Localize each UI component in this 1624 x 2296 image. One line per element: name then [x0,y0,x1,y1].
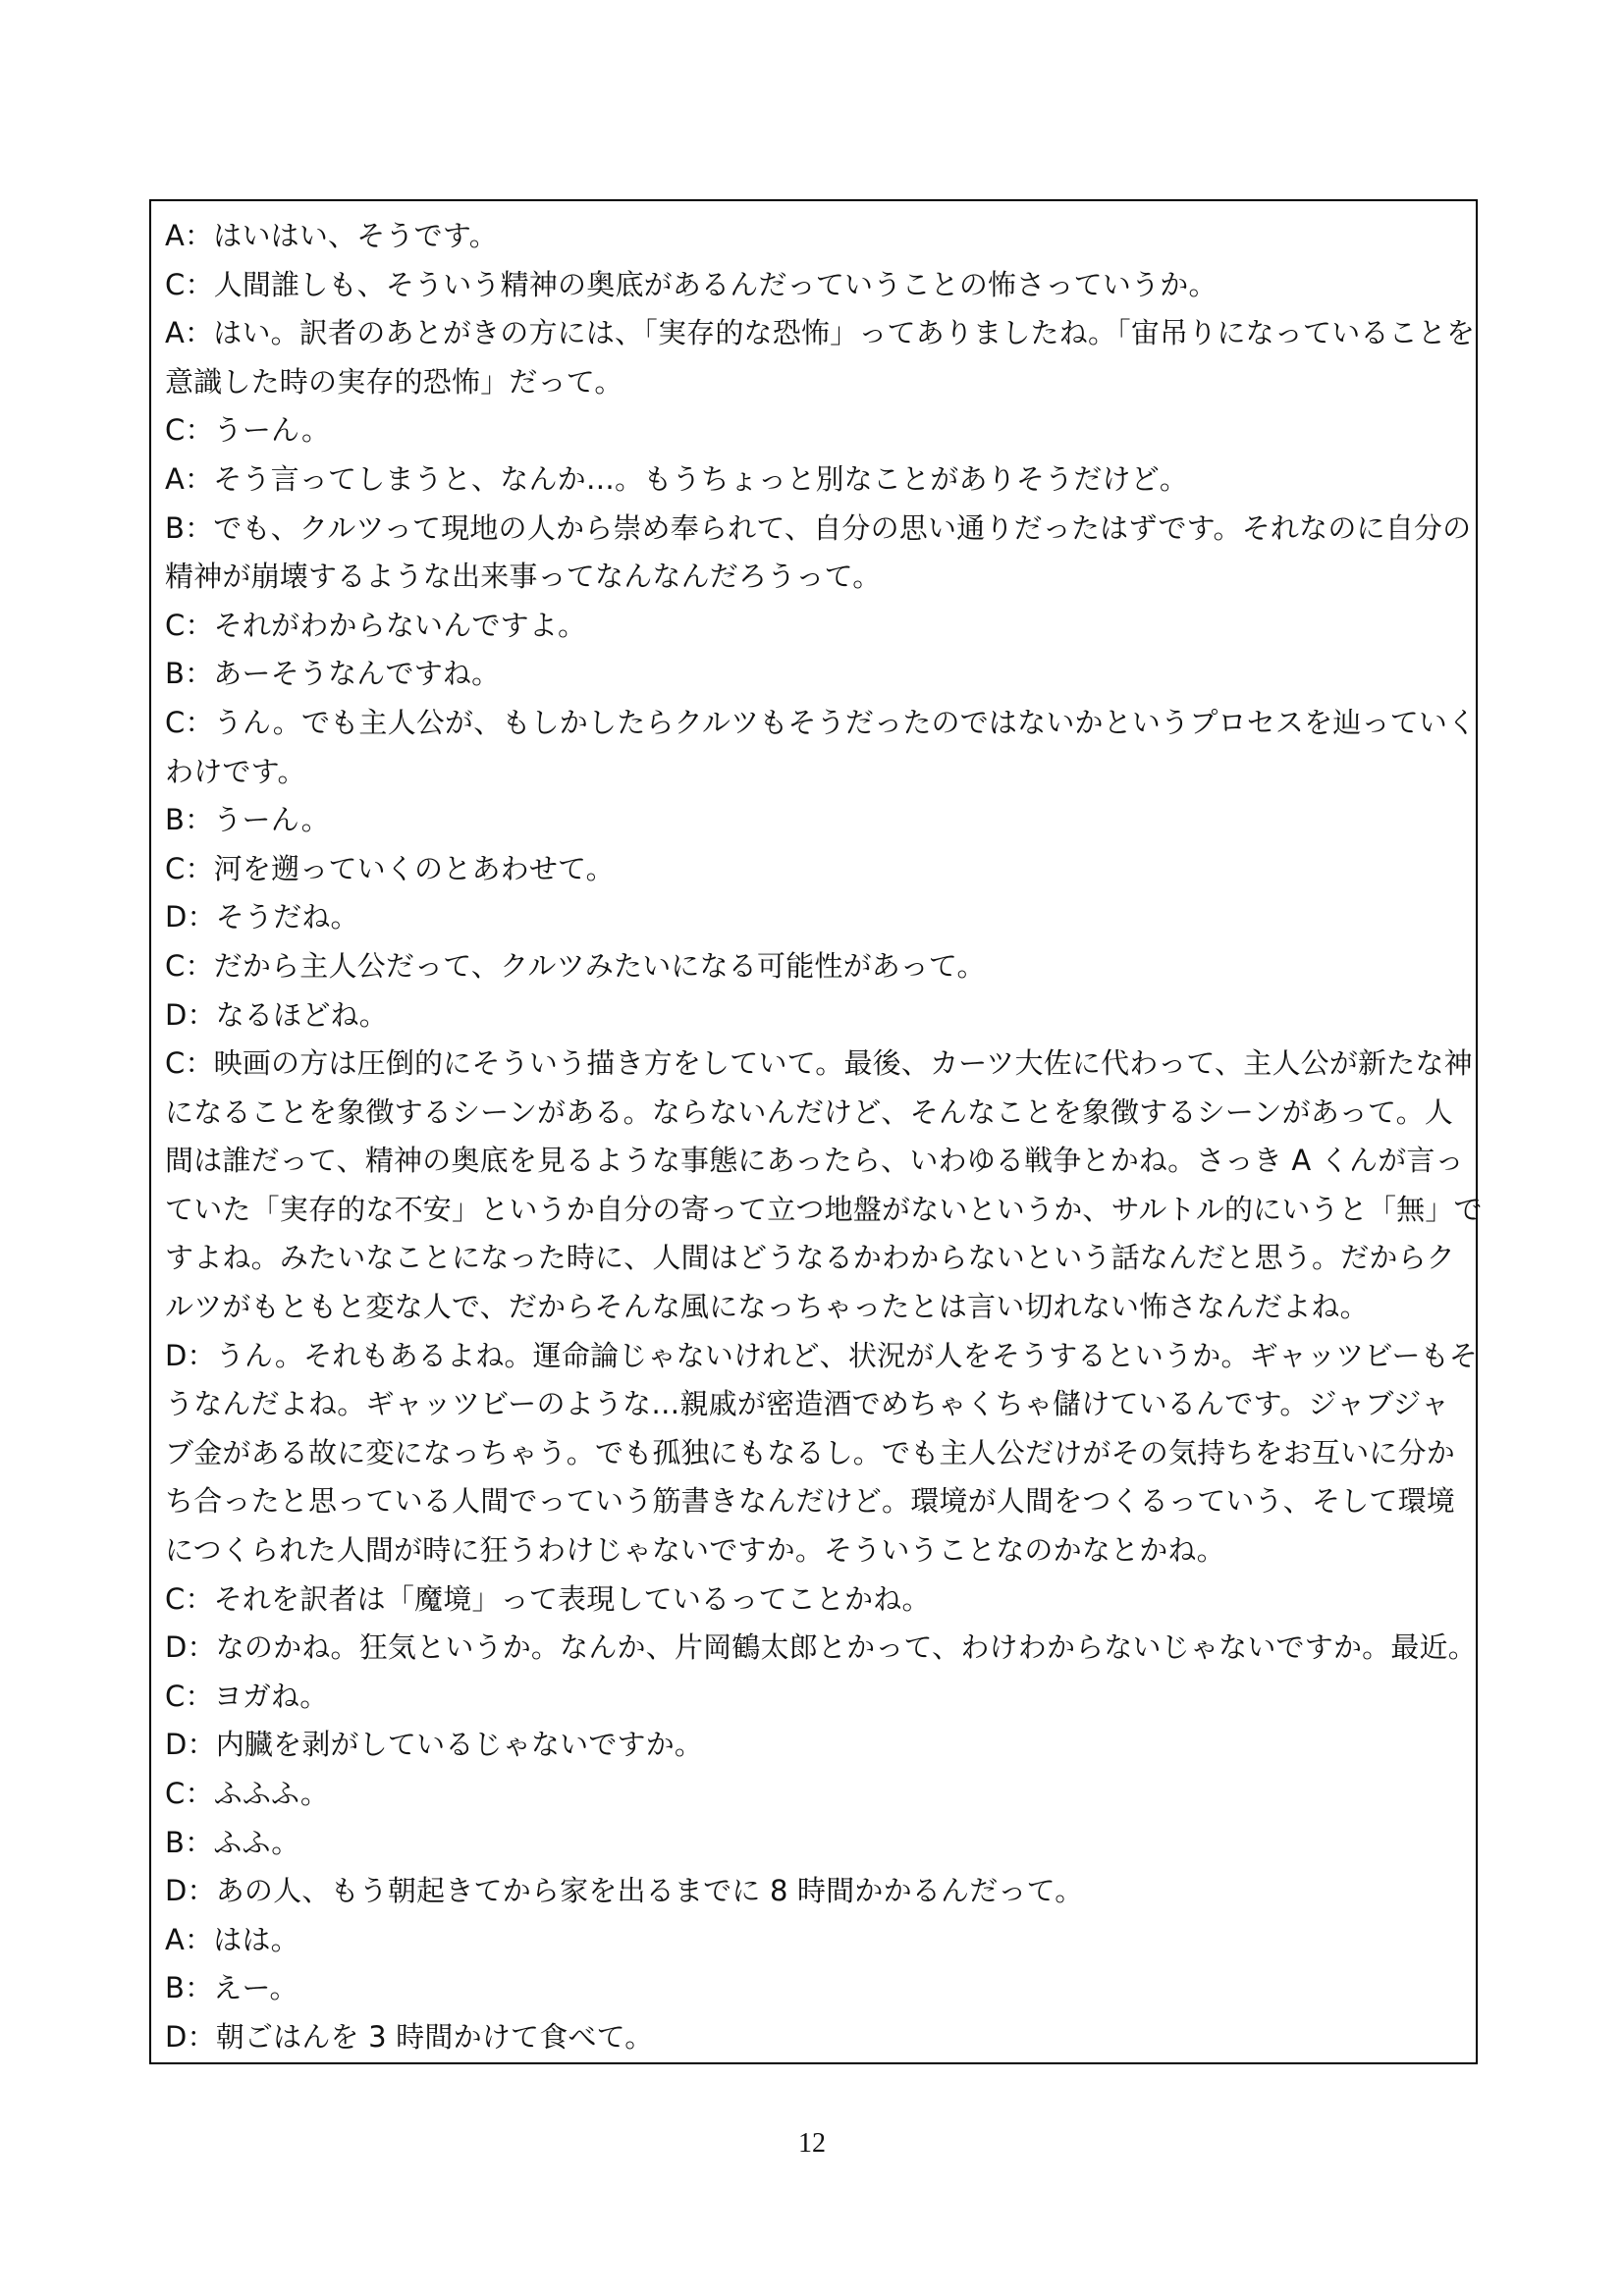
transcript-line: A：そう言ってしまうと、なんか…。もうちょっと別なことがありそうだけど。 [165,461,1189,496]
transcript-line: D：朝ごはんを 3 時間かけて食べて。 [165,2019,654,2054]
transcript-line: A：はいはい、そうです。 [165,219,498,252]
transcript-line: 精神が崩壊するような出来事ってなんなんだろうって。 [165,560,882,594]
transcript-line: D：なのかね。狂気というか。なんか、片岡鶴太郎とかって、わけわからないじゃないですか。最近。 [165,1630,1477,1665]
transcript-line: D：なるほどね。 [165,997,388,1032]
transcript-line: C：河を遡っていくのとあわせて。 [165,851,615,885]
transcript-line: につくられた人間が時に狂うわけじゃないですか。そういうことなのかなとかね。 [165,1533,1225,1568]
transcript-line: ていた「実存的な不安」というか自分の寄って立つ地盤がないというか、サルトル的にいうと「無」で [165,1192,1483,1226]
transcript-line: C：それを訳者は「魔境」って表現しているってことかね。 [165,1581,931,1616]
transcript-line: B：でも、クルツって現地の人から崇め奉られて、自分の思い通りだったはずです。それなのに自分の [165,510,1472,545]
transcript-line: すよね。みたいなことになった時に、人間はどうなるかわからないという話なんだと思う。だからク [165,1241,1456,1275]
transcript-line: A：はは。 [165,1922,299,1956]
transcript-box [149,199,1483,2064]
transcript-line: D：あの人、もう朝起きてから家を出るまでに 8 時間かかるんだって。 [165,1874,1084,1908]
transcript-line: C：ヨガね。 [165,1679,329,1713]
transcript-line: わけです。 [165,754,306,788]
transcript-line: D：そうだね。 [165,900,359,934]
transcript-line: ルツがもともと変な人で、だからそんな風になっちゃったとは言い切れない怖さなんだよね。 [165,1290,1369,1324]
transcript-line: C：うん。でも主人公が、もしかしたらクルツもそうだったのではないかというプロセスを辿っていく [165,705,1477,739]
transcript-line: B：ふふ。 [165,1825,300,1859]
transcript-line: C：それがわからないんですよ。 [165,608,587,642]
transcript-line: C：人間誰しも、そういう精神の奥底があるんだっていうことの怖さっていうか。 [165,267,1218,301]
transcript-line: B：うーん。 [165,803,330,837]
transcript-line: D：うん。それもあるよね。運命論じゃないけれど、状況が人をそうするというか。ギャッツビーもそ [165,1338,1479,1372]
transcript-line: うなんだよね。ギャッツビーのような…親戚が密造酒でめちゃくちゃ儲けているんです。ジャブジャ [165,1387,1450,1421]
transcript-line: ち合ったと思っている人間でっていう筋書きなんだけど。環境が人間をつくるっていう、そして環境 [165,1484,1456,1519]
page-number: 12 [798,2128,826,2159]
transcript-line: 間は誰だって、精神の奥底を見るような事態にあったら、いわゆる戦争とかね。さっき A くんが言っ [165,1144,1464,1178]
transcript-line: C：うーん。 [165,413,331,448]
transcript-line: C：映画の方は圧倒的にそういう描き方をしていて。最後、カーツ大佐に代わって、主人公が新たな神 [165,1046,1473,1081]
transcript-line: D：内臓を剥がしているじゃないですか。 [165,1728,704,1762]
transcript-line: ブ金がある故に変になっちゃう。でも孤独にもなるし。でも主人公だけがその気持ちをお互いに分か [165,1435,1456,1469]
transcript-line: A：はい。訳者のあとがきの方には、「実存的な恐怖」ってありましたね。「宙吊りになっていることを [165,316,1476,350]
transcript-line: B：あーそうなんですね。 [165,657,501,691]
transcript-line: B：えー。 [165,1971,298,2005]
transcript-line: C：ふふふ。 [165,1777,330,1810]
transcript-line: 意識した時の実存的恐怖」だって。 [165,364,623,399]
transcript-line: C：だから主人公だって、クルツみたいになる可能性があって。 [165,948,986,983]
transcript-line: になることを象徴するシーンがある。ならないんだけど、そんなことを象徴するシーンがあって。人 [165,1095,1453,1129]
